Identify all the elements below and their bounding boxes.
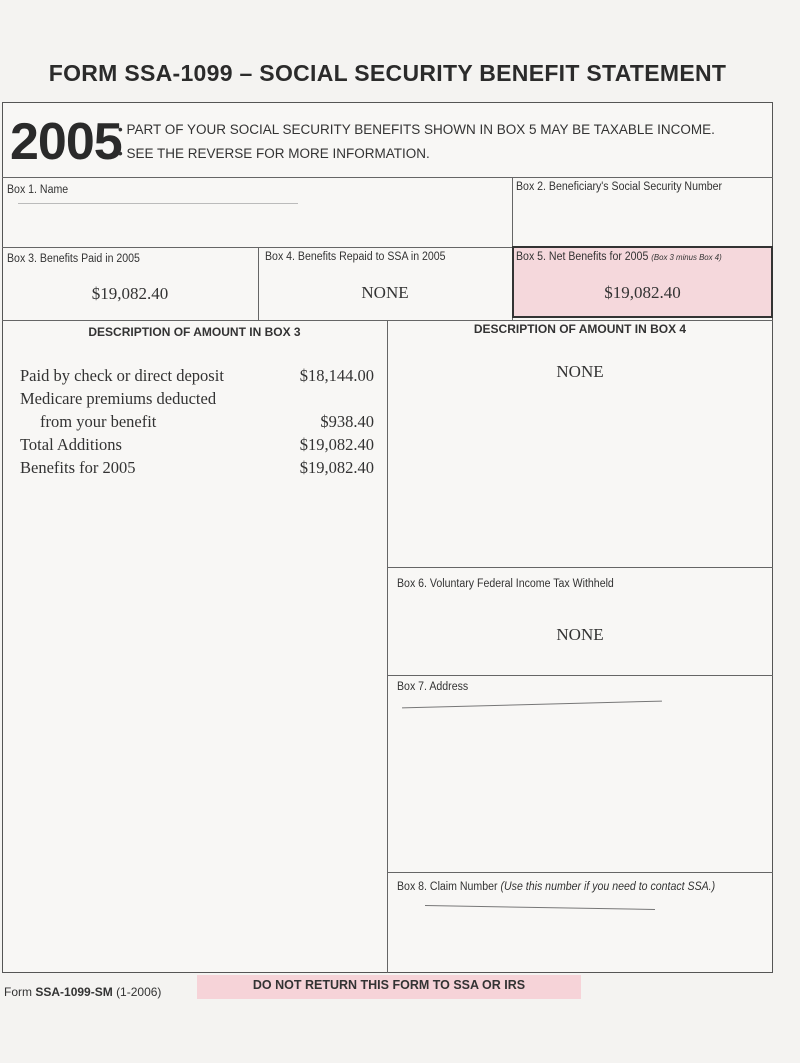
box7-label: Box 7. Address [397, 681, 469, 693]
tax-year: 2005 [10, 113, 122, 171]
box5-label-text: Box 5. Net Benefits for 2005 [516, 251, 649, 263]
desc3-row-label: Benefits for 2005 [20, 458, 136, 477]
desc3-row-label: Total Additions [20, 435, 122, 454]
box4-value: NONE [361, 283, 409, 302]
box3-value: $19,082.40 [91, 284, 169, 303]
notice-reverse: • SEE THE REVERSE FOR MORE INFORMATION. [118, 146, 430, 161]
desc4-header: DESCRIPTION OF AMOUNT IN BOX 4 [473, 322, 687, 336]
box5-label [516, 251, 722, 263]
box8-label [397, 881, 715, 893]
form-date: (1-2006) [116, 985, 162, 999]
box4-label: Box 4. Benefits Repaid to SSA in 2005 [265, 251, 446, 263]
box8-label-text: Box 8. Claim Number [397, 881, 498, 893]
do-not-return-banner: DO NOT RETURN THIS FORM TO SSA OR IRS [197, 975, 581, 999]
form-title: FORM SSA-1099 – SOCIAL SECURITY BENEFIT STATEMENT [48, 60, 727, 86]
divider [387, 872, 773, 873]
desc3-row-amount: $19,082.40 [299, 458, 374, 477]
name-redaction-line [18, 203, 298, 204]
form-number: SSA-1099-SM [35, 985, 113, 999]
desc4-value: NONE [556, 362, 604, 381]
desc3-row-amount: $18,144.00 [299, 366, 374, 385]
form-prefix: Form [4, 985, 32, 999]
notice-taxable: • PART OF YOUR SOCIAL SECURITY BENEFITS SHOWN IN BOX 5 MAY BE TAXABLE INCOME. [118, 122, 715, 137]
form-id [4, 985, 161, 999]
box8-note: (Use this number if you need to contact SSA.) [500, 881, 716, 893]
box1-label: Box 1. Name [7, 184, 69, 196]
divider [2, 177, 773, 178]
box5-value: $19,082.40 [604, 283, 681, 302]
desc3-row-amount: $19,082.40 [299, 435, 374, 454]
desc3-row-label: Paid by check or direct deposit [20, 366, 224, 385]
desc3-row-label: from your benefit [40, 412, 157, 431]
desc3-row-label: Medicare premiums deducted [20, 389, 217, 408]
desc3-row-amount: $938.40 [320, 412, 374, 431]
box5-note: (Box 3 minus Box 4) [651, 252, 722, 262]
divider [387, 320, 388, 973]
box3-label: Box 3. Benefits Paid in 2005 [7, 253, 140, 265]
box2-label: Box 2. Beneficiary's Social Security Number [516, 181, 723, 193]
box6-label: Box 6. Voluntary Federal Income Tax Withheld [397, 578, 614, 590]
divider [387, 675, 773, 676]
box6-value: NONE [556, 625, 604, 644]
desc3-header: DESCRIPTION OF AMOUNT IN BOX 3 [88, 325, 301, 339]
divider [387, 567, 773, 568]
